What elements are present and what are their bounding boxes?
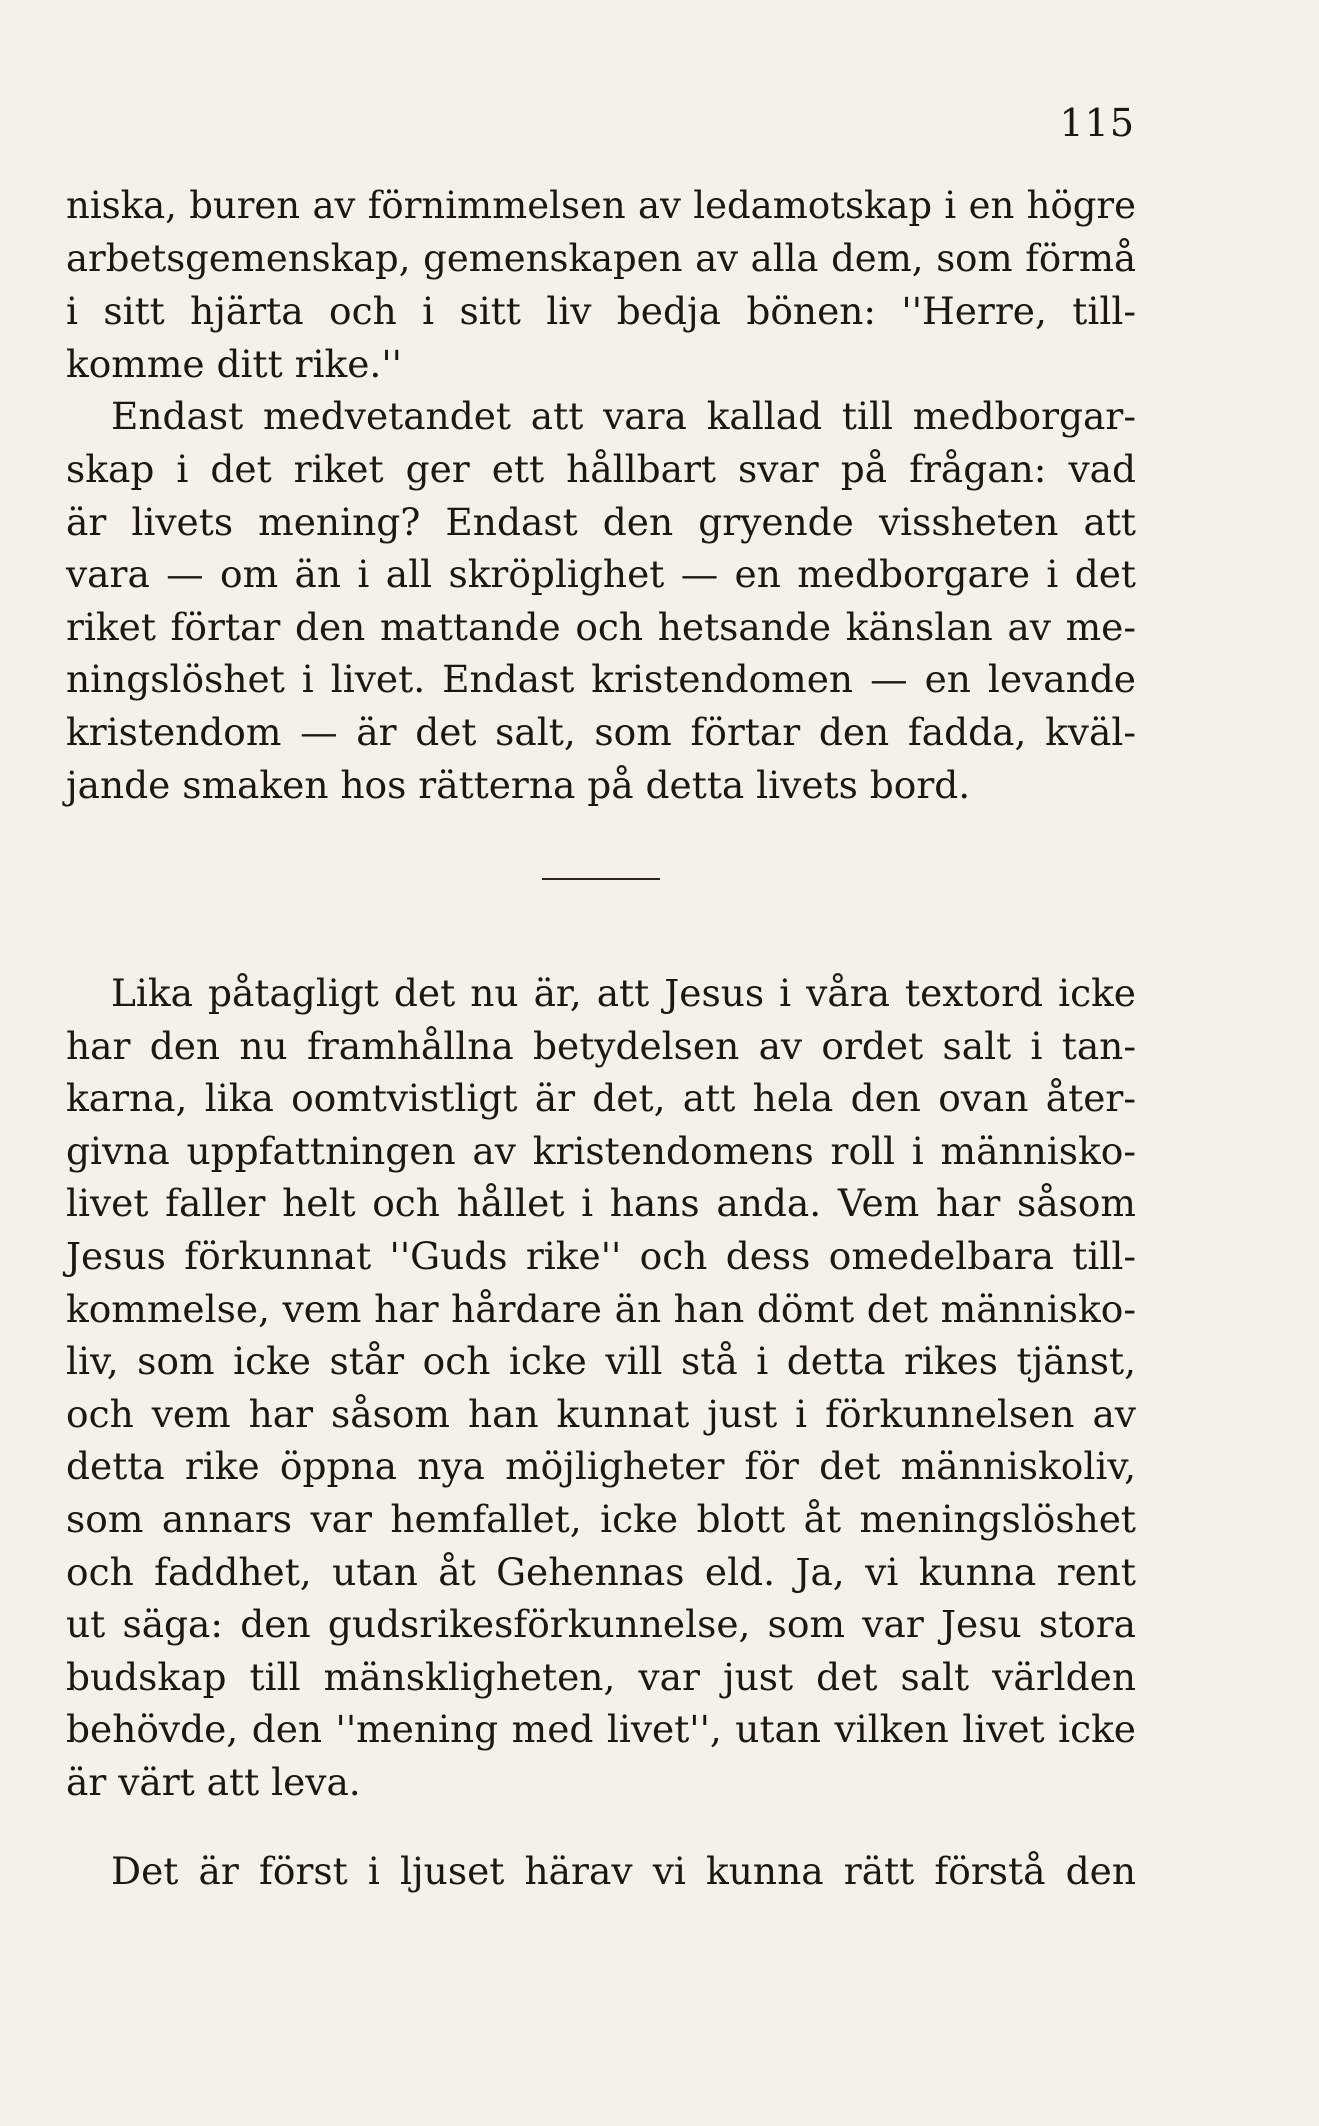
text-line: arbetsgemenskap, gemenskapen av alla dem, som förmå [66,236,1136,280]
paragraph-block [66,180,1136,811]
text-line: budskap till mänskligheten, var just det salt världen [66,1654,1136,1699]
text-line: livet faller helt och hållet i hans anda. Vem har såsom [66,1181,1136,1226]
paragraph-block [66,967,1136,1809]
text-line: niska, buren av förnimmelsen av ledamotskap i en högre [66,184,1136,227]
page-number: 115 [1059,101,1135,145]
text-line: kristendom — är det salt, som förtar den fadda, kväl- [66,709,1136,754]
text-line: och vem har såsom han kunnat just i förkunnelsen av [66,1391,1136,1436]
text-line: och faddhet, utan åt Gehennas eld. Ja, vi kunna rent [66,1549,1136,1594]
text-line: vara — om än i all skröplighet — en medborgare i det [66,552,1136,597]
text-line: har den nu framhållna betydelsen av ordet salt i tan- [66,1023,1136,1068]
text-line: kommelse, vem har hårdare än han dömt det människo- [66,1286,1136,1331]
text-line: riket förtar den mattande och hetsande känslan av me- [66,604,1136,649]
text-line: Endast medvetandet att vara kallad till medborgar- [111,394,1136,439]
text-line: karna, lika oomtvistligt är det, att hela den ovan åter- [66,1076,1136,1121]
text-line: jande smaken hos rätterna på detta livets bord. [66,762,971,807]
text-line: är livets mening? Endast den gryende vissheten att [66,499,1136,544]
text-line: som annars var hemfallet, icke blott åt meningslöshet [66,1496,1136,1541]
text-line: Det är först i ljuset härav vi kunna rätt förstå den [111,1849,1136,1893]
text-line: ningslöshet i livet. Endast kristendomen — en levande [66,657,1136,702]
text-line: skap i det riket ger ett hållbart svar på frågan: vad [66,446,1136,491]
text-line: Lika påtagligt det nu är, att Jesus i våra textord icke [111,971,1136,1015]
text-line: behövde, den ''mening med livet'', utan vilken livet icke [66,1707,1136,1752]
text-line: detta rike öppna nya möjligheter för det människoliv, [66,1444,1136,1489]
text-line: i sitt hjärta och i sitt liv bedja bönen: ''Herre, till- [66,289,1136,334]
text-line: liv, som icke står och icke vill stå i detta rikes tjänst, [66,1339,1136,1384]
text-line: Jesus förkunnat ''Guds rike'' och dess omedelbara till- [66,1233,1136,1278]
section-divider [542,878,660,880]
text-line: givna uppfattningen av kristendomens roll i människo- [66,1128,1136,1173]
text-line: ut säga: den gudsrikesförkunnelse, som var Jesu stora [66,1602,1136,1647]
paragraph-block [66,1845,1136,1898]
text-line: är värt att leva. [66,1759,361,1804]
text-line: komme ditt rike.'' [66,341,402,386]
